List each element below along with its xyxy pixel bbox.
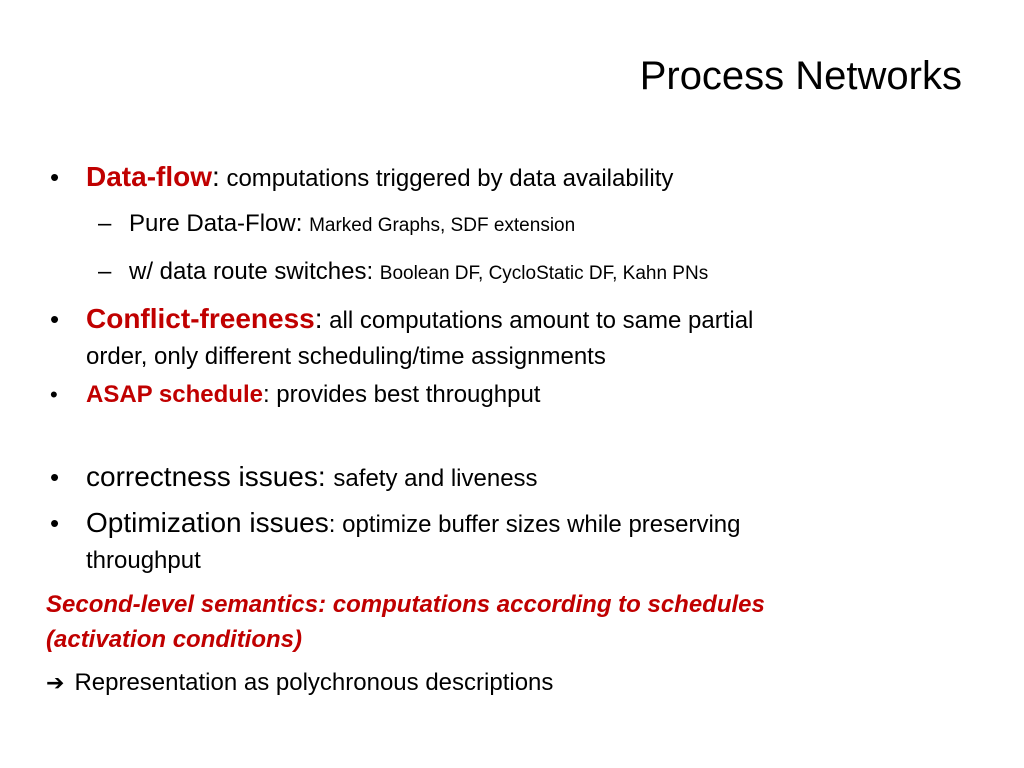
conflict-text-line2: order, only different scheduling/time assignments xyxy=(86,343,606,370)
sub-bullet-label: w/ data route switches: xyxy=(129,258,380,285)
second-level-semantics xyxy=(46,579,986,657)
bullet-dot: • xyxy=(50,508,60,538)
dataflow-text: computations triggered by data availability xyxy=(219,165,674,192)
optimization-text-line2: throughput xyxy=(86,547,201,574)
term-conflict-freeness: Conflict-freeness xyxy=(86,303,315,334)
asap-text: : provides best throughput xyxy=(262,381,541,408)
bullet-optimization-issues xyxy=(46,501,986,579)
sub-bullet-label: Pure Data-Flow: xyxy=(129,210,310,237)
slide-title: Process Networks xyxy=(639,54,962,98)
dash-marker: – xyxy=(98,258,112,285)
representation-text: Representation as polychronous descriptions xyxy=(74,669,554,696)
second-level-line1: Second-level semantics: computations according to schedules xyxy=(46,591,765,618)
term-conflict-colon: : xyxy=(314,303,323,334)
bullet-dataflow xyxy=(46,155,986,201)
term-dataflow-colon: : xyxy=(212,161,220,192)
bullet-dot: • xyxy=(50,382,58,407)
term-asap-schedule: ASAP schedule xyxy=(86,381,263,408)
representation-line xyxy=(46,657,986,704)
bullet-dot: • xyxy=(50,162,60,192)
bullet-dot: • xyxy=(50,304,60,334)
bullet-correctness-issues xyxy=(46,455,986,501)
arrow-right-icon: ➔ xyxy=(46,671,65,696)
correctness-label: correctness issues: xyxy=(86,461,334,492)
bullet-dot: • xyxy=(50,462,60,492)
optimization-label: Optimization issues xyxy=(86,507,329,538)
slide-content xyxy=(46,155,986,704)
sub-bullet-route-switches xyxy=(46,249,986,297)
sub-bullet-detail: Marked Graphs, SDF extension xyxy=(309,215,576,236)
term-dataflow: Data-flow xyxy=(86,161,212,192)
bullet-asap-schedule xyxy=(46,375,986,415)
optimization-text-line1: : optimize buffer sizes while preserving xyxy=(328,511,741,538)
second-level-line2: (activation conditions) xyxy=(46,626,303,653)
sub-bullet-detail: Boolean DF, CycloStatic DF, Kahn PNs xyxy=(379,263,709,284)
spacer xyxy=(46,415,986,455)
sub-bullet-pure-dataflow xyxy=(46,201,986,249)
bullet-conflict-freeness xyxy=(46,297,986,375)
conflict-text-line1: all computations amount to same partial xyxy=(322,307,754,334)
correctness-detail: safety and liveness xyxy=(333,465,538,492)
dash-marker: – xyxy=(98,210,112,237)
